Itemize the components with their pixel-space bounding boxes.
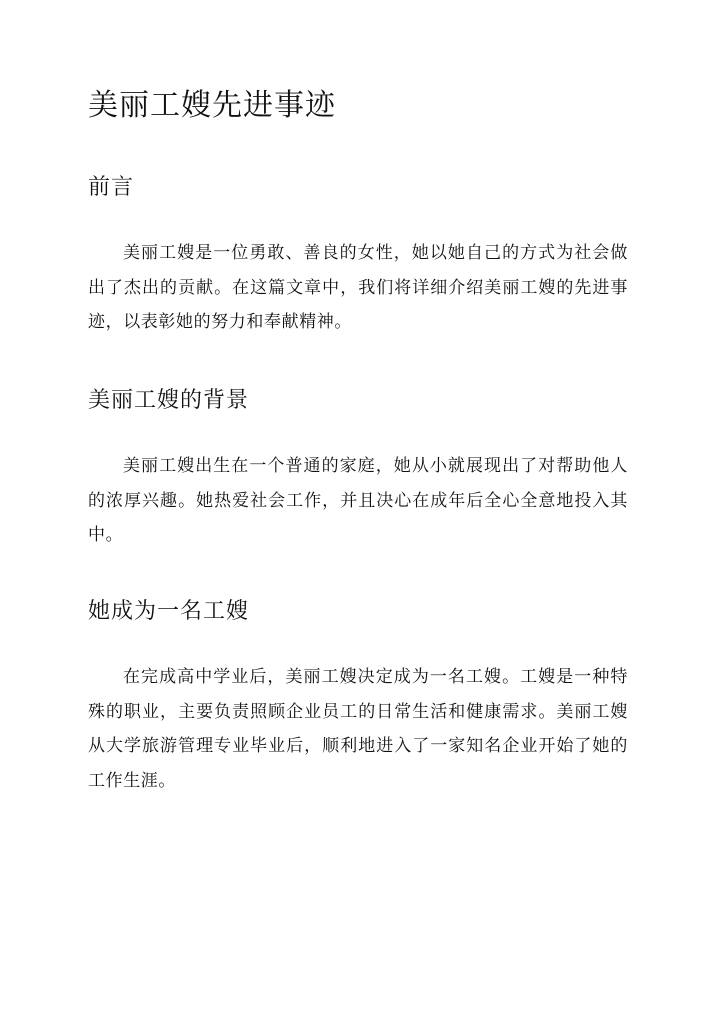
section-paragraph-becoming-worker: 在完成高中学业后，美丽工嫂决定成为一名工嫂。工嫂是一种特殊的职业，主要负责照顾企业员工的日常生活和健康需求。美丽工嫂从大学旅游管理专业毕业后，顺利地进入了一家知名企业开始了她的工作生涯。	[88, 667, 628, 791]
section-heading-becoming-worker: 她成为一名工嫂	[88, 599, 250, 624]
section-heading-preface: 前言	[88, 175, 135, 200]
section-heading-background: 美丽工嫂的背景	[88, 388, 250, 413]
section-paragraph-background: 美丽工嫂出生在一个普通的家庭，她从小就展现出了对帮助他人的浓厚兴趣。她热爱社会工作，并且决心在成年后全心全意地投入其中。	[88, 456, 628, 545]
document-title: 美丽工嫂先进事迹	[88, 88, 336, 123]
section-paragraph-preface: 美丽工嫂是一位勇敢、善良的女性，她以她自己的方式为社会做出了杰出的贡献。在这篇文章中，我们将详细介绍美丽工嫂的先进事迹，以表彰她的努力和奉献精神。	[88, 243, 628, 332]
